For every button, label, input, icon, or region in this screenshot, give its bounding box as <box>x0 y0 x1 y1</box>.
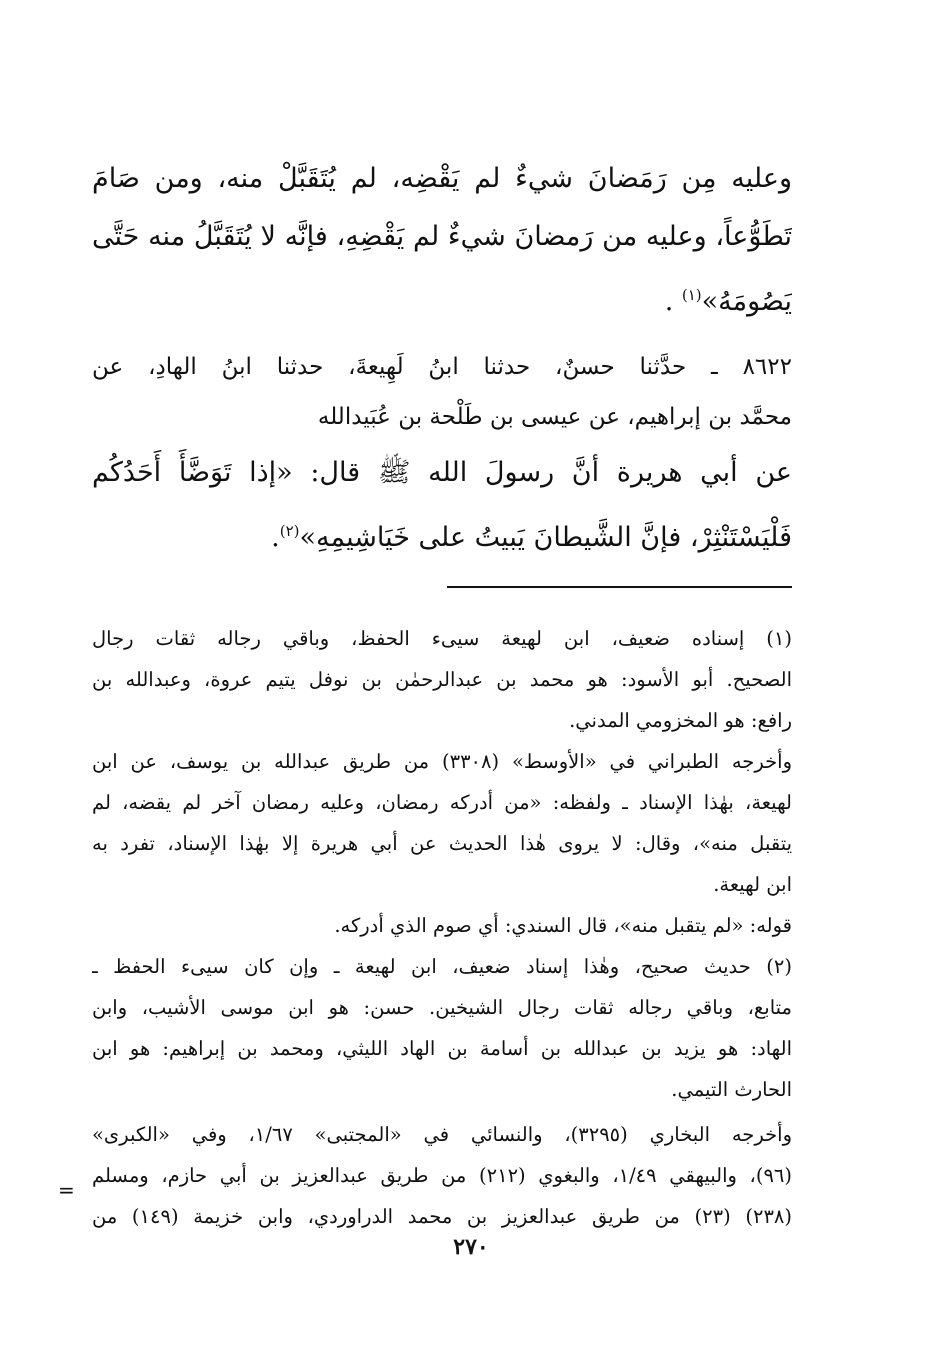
matn-trailing: . <box>271 522 280 553</box>
footnote-line: (٩٦)، والبيهقي ١/٤٩، والبغوي (٢١٢) من طريق عبدالعزيز بن أبي حازم، ومسلم <box>92 1164 792 1187</box>
main-text-line: تَطَوُّعاً، وعليه من رَمضانَ شيءٌ لم يَقْضِهِ، فإنَّه لا يُتَقَبَّلُ منه حَتَّى <box>92 221 792 252</box>
hadith-8622 <box>92 342 792 560</box>
footnote-separator <box>447 586 792 588</box>
footnote-line: (٢٣٨) (٢٣) من طريق عبدالعزيز بن محمد الدراوردي، وابن خزيمة (١٤٩) من <box>92 1205 792 1228</box>
matn <box>92 444 792 560</box>
matn-line <box>92 502 792 560</box>
footnote-line: ابن لهيعة. <box>713 873 792 896</box>
footnote-line: الهاد: هو يزيد بن عبدالله بن أسامة بن الهاد الليثي، ومحمد بن إبراهيم: هو ابن <box>92 1037 792 1060</box>
footnote-line: لهيعة، بهٰذا الإسناد ـ ولفظه: «من أدركه رمضان، وعليه رمضان آخر لم يقضه، لم <box>92 791 792 814</box>
footnote-line: (٢) حديث صحيح، وهٰذا إسناد ضعيف، ابن لهيعة ـ وإن كان سيىء الحفظ ـ <box>92 955 792 978</box>
main-text-fragment: يَصُومَهُ» <box>701 286 792 317</box>
continuation-mark: = <box>58 1178 75 1202</box>
footnote-line: الصحيح. أبو الأسود: هو محمد بن عبدالرحمٰن بن نوفل يتيم عروة، وعبدالله بن <box>92 668 792 691</box>
main-text-trailing: . <box>664 286 674 317</box>
main-text <box>92 150 792 324</box>
page-content <box>92 150 792 1237</box>
footnote-line: قوله: «لم يتقبل منه»، قال السندي: أي صوم الذي أدركه. <box>334 914 792 937</box>
main-text-line <box>92 266 792 324</box>
footnote-reference-1: (١) <box>681 286 702 304</box>
matn-line: عن أبي هريرة أنَّ رسولَ الله ﷺ قال: «إذا تَوَضَّأَ أَحَدُكُم <box>92 457 792 488</box>
footnote-line: رافع: هو المخزومي المدني. <box>569 709 792 732</box>
page-number: ٢٧٠ <box>453 1234 489 1260</box>
footnote-line: وأخرجه الطبراني في «الأوسط» (٣٣٠٨) من طريق عبدالله بن يوسف، عن ابن <box>92 750 792 773</box>
isnad-line: ٨٦٢٢ ـ حدَّثنا حسنٌ، حدثنا ابنُ لَهِيعةَ، حدثنا ابنُ الهادِ، عن <box>92 354 792 380</box>
isnad-line: محمَّد بن إبراهيم، عن عيسى بن طَلْحة بن عُبَيدالله <box>317 404 792 430</box>
main-text-line: وعليه مِن رَمَضانَ شيءٌ لم يَقْضِه، لم يُتَقَبَّلْ منه، ومن صَامَ <box>92 163 792 194</box>
footnote-line: الحارث التيمي. <box>671 1078 792 1101</box>
footnote-line: وأخرجه البخاري (٣٢٩٥)، والنسائي في «المجتبى» ١/٦٧، وفي «الكبرى» <box>92 1123 792 1146</box>
footnote-line: يتقبل منه»، وقال: لا يروى هٰذا الحديث عن أبي هريرة إلا بهٰذا الإسناد، تفرد به <box>92 832 792 855</box>
footnote-line: متابع، وباقي رجاله ثقات رجال الشيخين. حسن: هو ابن موسى الأشيب، وابن <box>92 996 792 1019</box>
footnotes <box>92 618 792 1237</box>
footnote-reference-2: (٢) <box>279 522 300 540</box>
footnote-line: (١) إسناده ضعيف، ابن لهيعة سيىء الحفظ، وباقي رجاله ثقات رجال <box>92 627 792 650</box>
matn-fragment: فَلْيَسْتَنْثِرْ، فإنَّ الشَّيطانَ يَبيتُ على خَيَاشِيمِهِ» <box>299 522 792 553</box>
